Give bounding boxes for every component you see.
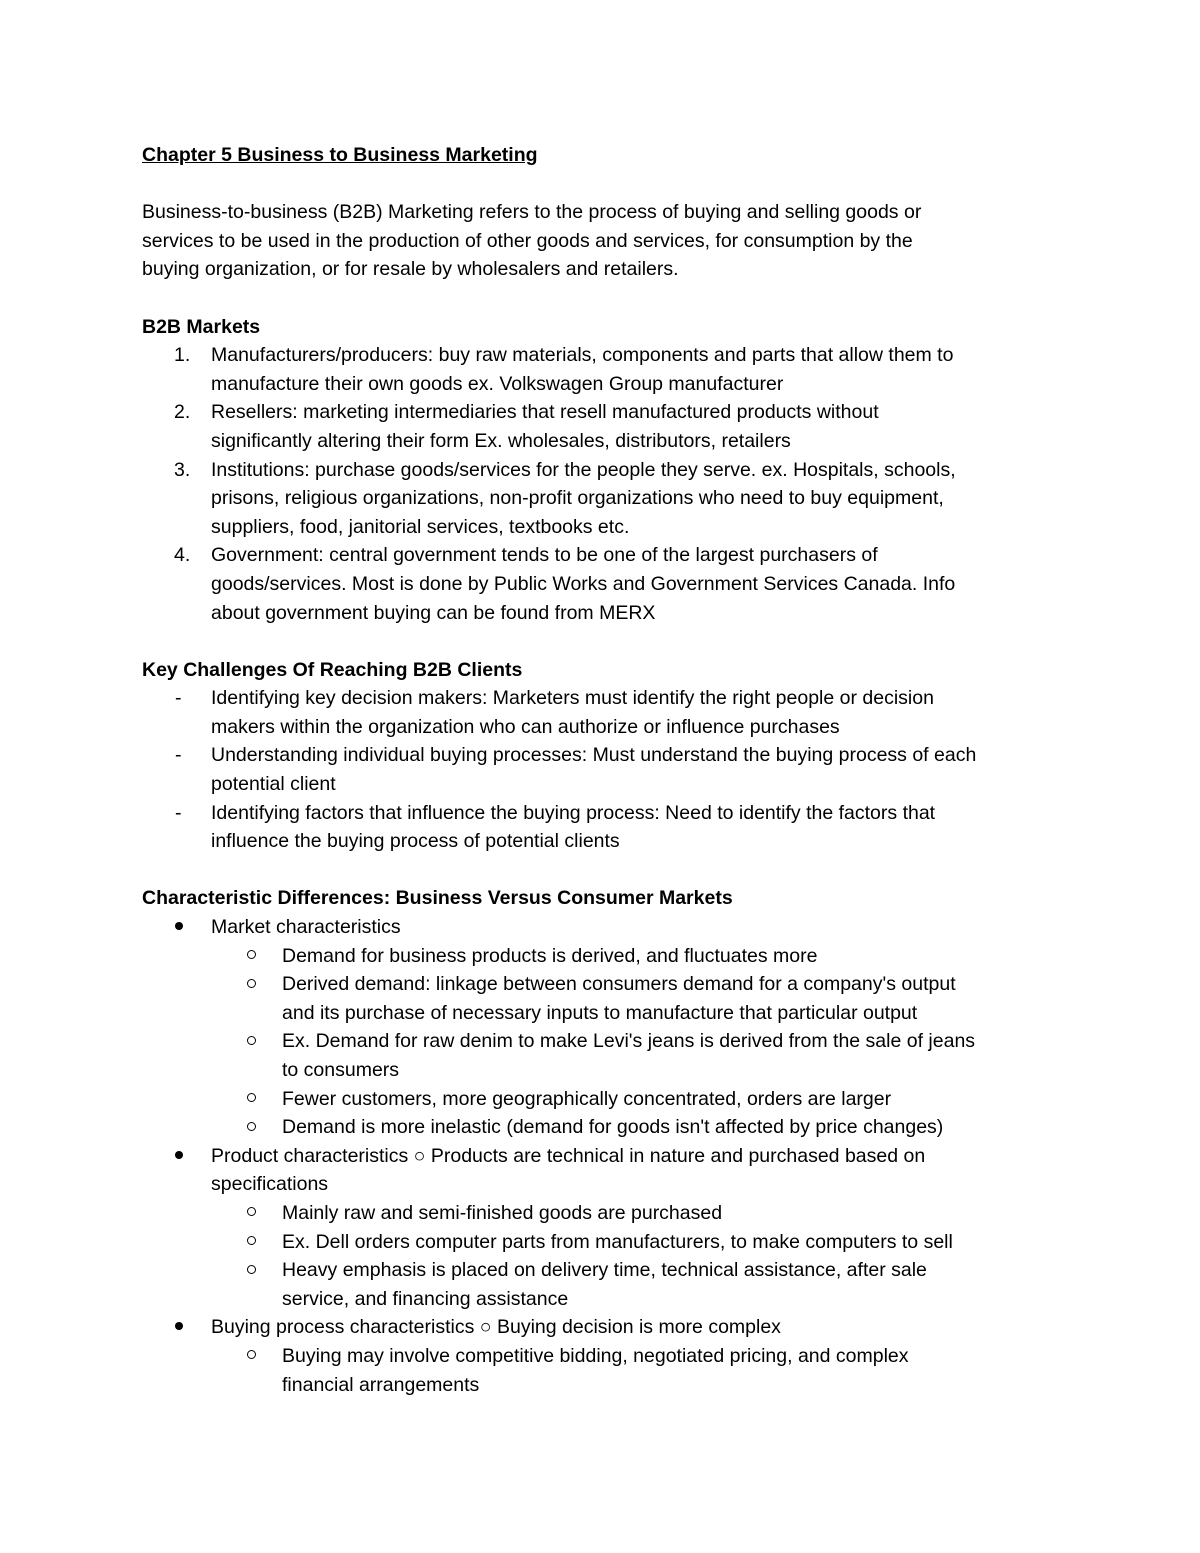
list-item-line: prisons, religious organizations, non-profit organizations who need to buy equipment,: [211, 487, 944, 510]
markets-list-item: [142, 341, 1072, 398]
list-item-line: goods/services. Most is done by Public Works and Government Services Canada. Info: [211, 572, 956, 595]
circle-bullet-icon: [247, 1342, 256, 1371]
sub-item-line: Heavy emphasis is placed on delivery time, technical assistance, after sale: [282, 1259, 927, 1282]
sub-list-item: [142, 1113, 1072, 1142]
list-item-line: influence the buying process of potential clients: [211, 830, 620, 853]
circle-bullet-icon: [247, 1027, 256, 1056]
dash-marker: -: [175, 744, 182, 767]
sub-list-item: [142, 1342, 1072, 1399]
differences-heading: Characteristic Differences: Business Versus Consumer Markets: [142, 887, 733, 910]
intro-line: buying organization, or for resale by wholesalers and retailers.: [142, 258, 679, 281]
list-item-line: suppliers, food, janitorial services, textbooks etc.: [211, 515, 630, 538]
sub-list-item: [142, 1027, 1072, 1084]
markets-heading: B2B Markets: [142, 315, 261, 338]
sub-item-line: financial arrangements: [282, 1373, 480, 1396]
challenges-list-item: [142, 741, 1072, 798]
sub-item-line: service, and financing assistance: [282, 1287, 569, 1310]
list-item-line: Market characteristics: [211, 916, 401, 939]
circle-bullet-icon: [247, 1228, 256, 1257]
circle-bullet-icon: [247, 942, 256, 971]
bullet-icon: [175, 1142, 183, 1171]
list-item-line: Government: central government tends to be one of the largest purchasers of: [211, 544, 878, 567]
sub-list-item: [142, 1199, 1072, 1228]
list-item-line: Buying process characteristics ○ Buying decision is more complex: [211, 1316, 781, 1339]
intro-paragraph: [142, 198, 1072, 284]
bullet-icon: [175, 913, 183, 942]
intro-line: services to be used in the production of other goods and services, for consumption by the: [142, 229, 913, 252]
circle-bullet-icon: [247, 1256, 256, 1285]
list-item-line: potential client: [211, 773, 336, 796]
list-item-line: significantly altering their form Ex. wholesales, distributors, retailers: [211, 429, 791, 452]
markets-list-item: [142, 456, 1072, 542]
sub-item-line: to consumers: [282, 1059, 400, 1081]
sub-item-line: Mainly raw and semi-finished goods are purchased: [282, 1201, 723, 1224]
list-item-line: specifications: [211, 1173, 329, 1196]
list-number: 3.: [174, 458, 191, 481]
challenges-list-item: [142, 684, 1072, 741]
circle-bullet-icon: [247, 1199, 256, 1228]
list-item-line: about government buying can be found from MERX: [211, 601, 656, 624]
differences-list: [142, 913, 1072, 1399]
dash-marker: -: [175, 687, 182, 710]
challenges-list: [142, 684, 1072, 856]
sub-item-line: Ex. Demand for raw denim to make Levi's jeans is derived from the sale of jeans: [282, 1030, 976, 1053]
list-item-line: Institutions: purchase goods/services for the people they serve. ex. Hospitals, schools,: [211, 458, 956, 481]
list-item-line: Resellers: marketing intermediaries that resell manufactured products without: [211, 401, 879, 424]
sub-item-line: Ex. Dell orders computer parts from manufacturers, to make computers to sell: [282, 1230, 953, 1253]
list-item-line: Understanding individual buying processes: Must understand the buying process of each: [211, 744, 977, 767]
list-number: 2.: [174, 401, 191, 424]
sub-list-item: [142, 1085, 1072, 1114]
list-item-line: Identifying factors that influence the buying process: Need to identify the factors that: [211, 801, 936, 824]
document-title: Chapter 5 Business to Business Marketing: [142, 144, 538, 166]
differences-list-item: [142, 1142, 1072, 1199]
sub-item-line: Fewer customers, more geographically concentrated, orders are larger: [282, 1087, 892, 1110]
list-item-line: Product characteristics ○ Products are technical in nature and purchased based on: [211, 1144, 926, 1167]
list-item-line: makers within the organization who can authorize or influence purchases: [211, 715, 840, 738]
list-item-line: Identifying key decision makers: Marketers must identify the right people or decision: [211, 687, 934, 710]
sub-item-line: Demand is more inelastic (demand for goods isn't affected by price changes): [282, 1116, 944, 1139]
circle-bullet-icon: [247, 970, 256, 999]
circle-bullet-icon: [247, 1085, 256, 1114]
sub-list-item: [142, 1228, 1072, 1257]
differences-list-item: [142, 913, 1072, 942]
document-page: [142, 141, 1072, 1399]
list-item-line: Manufacturers/producers: buy raw materials, components and parts that allow them to: [211, 344, 954, 367]
list-number: 1.: [174, 344, 191, 367]
bullet-icon: [175, 1313, 183, 1342]
circle-bullet-icon: [247, 1113, 256, 1142]
sub-item-line: Demand for business products is derived, and fluctuates more: [282, 944, 818, 967]
intro-line: Business-to-business (B2B) Marketing refers to the process of buying and selling goods or: [142, 201, 922, 224]
sub-item-line: and its purchase of necessary inputs to manufacture that particular output: [282, 1001, 918, 1024]
challenges-heading: Key Challenges Of Reaching B2B Clients: [142, 658, 523, 681]
sub-list-item: [142, 942, 1072, 971]
sub-list-item: [142, 1256, 1072, 1313]
dash-marker: -: [175, 801, 182, 824]
sub-list-item: [142, 970, 1072, 1027]
markets-list: [142, 341, 1072, 627]
markets-list-item: [142, 398, 1072, 455]
challenges-list-item: [142, 799, 1072, 856]
sub-item-line: Buying may involve competitive bidding, negotiated pricing, and complex: [282, 1344, 909, 1367]
differences-list-item: [142, 1313, 1072, 1342]
list-item-line: manufacture their own goods ex. Volkswagen Group manufacturer: [211, 372, 784, 395]
list-number: 4.: [174, 544, 191, 567]
markets-list-item: [142, 541, 1072, 627]
sub-item-line: Derived demand: linkage between consumers demand for a company's output: [282, 973, 956, 996]
